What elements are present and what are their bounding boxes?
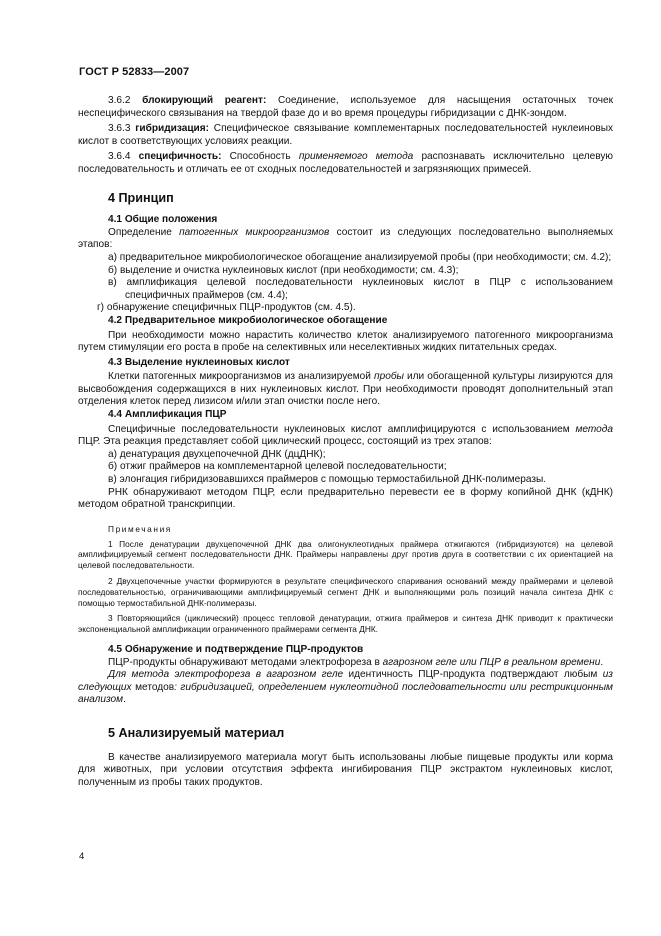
- text-run-italic: патогенных микроорганизмов: [179, 226, 330, 238]
- text-run: .: [123, 694, 126, 706]
- def-text: Соединение, используемое для насыщения остаточных точек неспецифического связывания на твердой фазе до и во время процедуры гибридизации с ДНК-зондом.: [78, 95, 613, 119]
- section-4-heading: 4 Принцип: [108, 190, 174, 205]
- definition-3-6-2: [78, 95, 613, 120]
- def-number: 3.6.4: [108, 151, 131, 163]
- section-4-2-heading: 4.2 Предварительное микробиологическое обогащение: [108, 314, 388, 326]
- text-run: Клетки патогенных микроорганизмов из анализируемой: [108, 371, 375, 383]
- notes-title: Примечания: [108, 523, 172, 534]
- list-item: г) обнаружение специфичных ПЦР-продуктов (см. 4.5).: [97, 302, 356, 314]
- section-4-4-heading: 4.4 Амплификация ПЦР: [108, 409, 227, 421]
- text-run: ПЦР. Эта реакция представляет собой циклический процесс, состоящий из трех этапов:: [78, 436, 492, 448]
- list-item: б) выделение и очистка нуклеиновых кислот (при необходимости; см. 4.3);: [108, 264, 459, 276]
- section-4-4-text: [78, 424, 613, 449]
- text-run: ПЦР-продукты обнаруживают методами электрофореза в: [108, 656, 383, 668]
- note-item: 1 После денатурации двухцепочечной ДНК два олигонуклеотидных праймера отжигаются (гибридизуются) на целевой амплифицируемый сегмент последовательности ДНК. Праймеры направлены друг против друга в соответствии с их ориентацией на целевой последовательности.: [78, 538, 613, 571]
- text-run-italic: метода: [575, 423, 613, 435]
- notes-block: [78, 524, 613, 635]
- section-4-3-text: [78, 371, 613, 409]
- list-item: б) отжиг праймеров на комплементарной целевой последовательности;: [108, 461, 447, 473]
- section-4-3-heading: 4.3 Выделение нуклеиновых кислот: [108, 356, 290, 368]
- list-item: в) элонгация гибридизовавшихся праймеров с помощью термостабильной ДНК-полимеразы.: [108, 474, 547, 486]
- text-run: Специфичные последовательности нуклеиновых кислот амплифицируются с использованием: [108, 423, 576, 435]
- def-number: 3.6.2: [108, 95, 131, 106]
- def-text: Способность: [221, 151, 299, 163]
- document-header: ГОСТ Р 52833—2007: [79, 66, 190, 78]
- page-number: 4: [79, 851, 85, 862]
- section-4-5-p2: [78, 669, 613, 707]
- text-run: методов: [131, 681, 175, 693]
- def-term: блокирующий реагент:: [142, 95, 267, 106]
- text-run-italic: : гибридизацией, определением нуклеотидной последовательности или рестрикционным анализом: [78, 681, 613, 706]
- definition-3-6-4: [78, 151, 613, 176]
- text-run: состоит из следующих последовательно выполняемых этапов:: [78, 226, 613, 251]
- text-run-italic: из следующих: [78, 669, 613, 693]
- text-run-italic: Для метода электрофореза в агарозном геле: [108, 669, 344, 681]
- section-4-1-intro: [78, 227, 613, 252]
- text-run-italic: агарозном геле: [382, 656, 457, 668]
- section-4-2-text: При необходимости можно нарастить количество клеток анализируемого патогенного микроорганизма путем стимуляции его роста в пробе на селективных или неселективных жидких питательных средах.: [78, 329, 613, 354]
- section-4-4-rna: РНК обнаруживают методом ПЦР, если предварительно перевести ее в форму копийной ДНК (кДНК) методом обратной транскрипции.: [78, 486, 613, 511]
- definition-3-6-3: [78, 123, 613, 148]
- list-item: а) денатурация двухцепочечной ДНК (дцДНК);: [108, 448, 326, 460]
- list-item: а) предварительное микробиологическое обогащение анализируемой пробы (при необходимости; см. 4.2);: [108, 251, 612, 263]
- text-run-italic: или ПЦР в реальном времени: [459, 656, 601, 668]
- list-item: в) амплификация целевой последовательности нуклеиновых кислот в ПЦР с использованием специфичных праймеров (см. 4.4);: [108, 277, 613, 301]
- section-5-text: В качестве анализируемого материала могут быть использованы любые пищевые продукты или корма для животных, при условии отсутствия эффекта ингибирования ПЦР экстрактом нуклеиновых кислот, полученным из пробы таких продуктов.: [78, 751, 613, 788]
- def-number: 3.6.3: [108, 123, 131, 135]
- text-run: или обогащенной культуры лизируются для высвобождения содержащихся в них нуклеиновых кислот. При необходимости проводят дополнительный этап отделения клеток перед лизисом и/или этап очистки после него.: [78, 371, 613, 408]
- def-term: специфичность:: [138, 151, 222, 163]
- section-4-5-heading: 4.5 Обнаружение и подтверждение ПЦР-продуктов: [108, 643, 364, 655]
- text-run-italic: пробы: [374, 371, 404, 383]
- def-term: гибридизация:: [135, 123, 210, 135]
- def-text: распознавать исключительно целевую последовательность и отличать ее от сходных последовательностей и загрязняющих примесей.: [78, 151, 613, 175]
- text-run: .: [600, 656, 604, 668]
- page-content: [78, 95, 613, 789]
- note-item: 2 Двухцепочечные участки формируются в результате специфического спаривания оснований между праймерами и целевой последовательностью, ограничивающими амплифицируемый сегмент ДНК и выполняющими роль позиций начала синтеза ДНК с помощью термостабильной ДНК-полимеразы.: [78, 576, 613, 608]
- section-4-1-heading: 4.1 Общие положения: [108, 214, 218, 226]
- section-4-5-p1: [78, 657, 613, 670]
- text-run: идентичность ПЦР-продукта подтверждают любым: [343, 669, 603, 681]
- section-5-heading: 5 Анализируемый материал: [108, 725, 285, 740]
- def-text: Специфическое связывание комплементарных последовательностей нуклеиновых кислот в соответствующих условиях реакции.: [78, 123, 613, 147]
- def-text-italic: применяемого метода: [298, 151, 414, 163]
- text-run: Определение: [108, 226, 180, 238]
- note-item: 3 Повторяющийся (циклический) процесс тепловой денатурации, отжига праймеров и синтеза ДНК приводит к практически экспоненциальной амплификации ограниченного праймерами сегмента ДНК.: [78, 613, 613, 635]
